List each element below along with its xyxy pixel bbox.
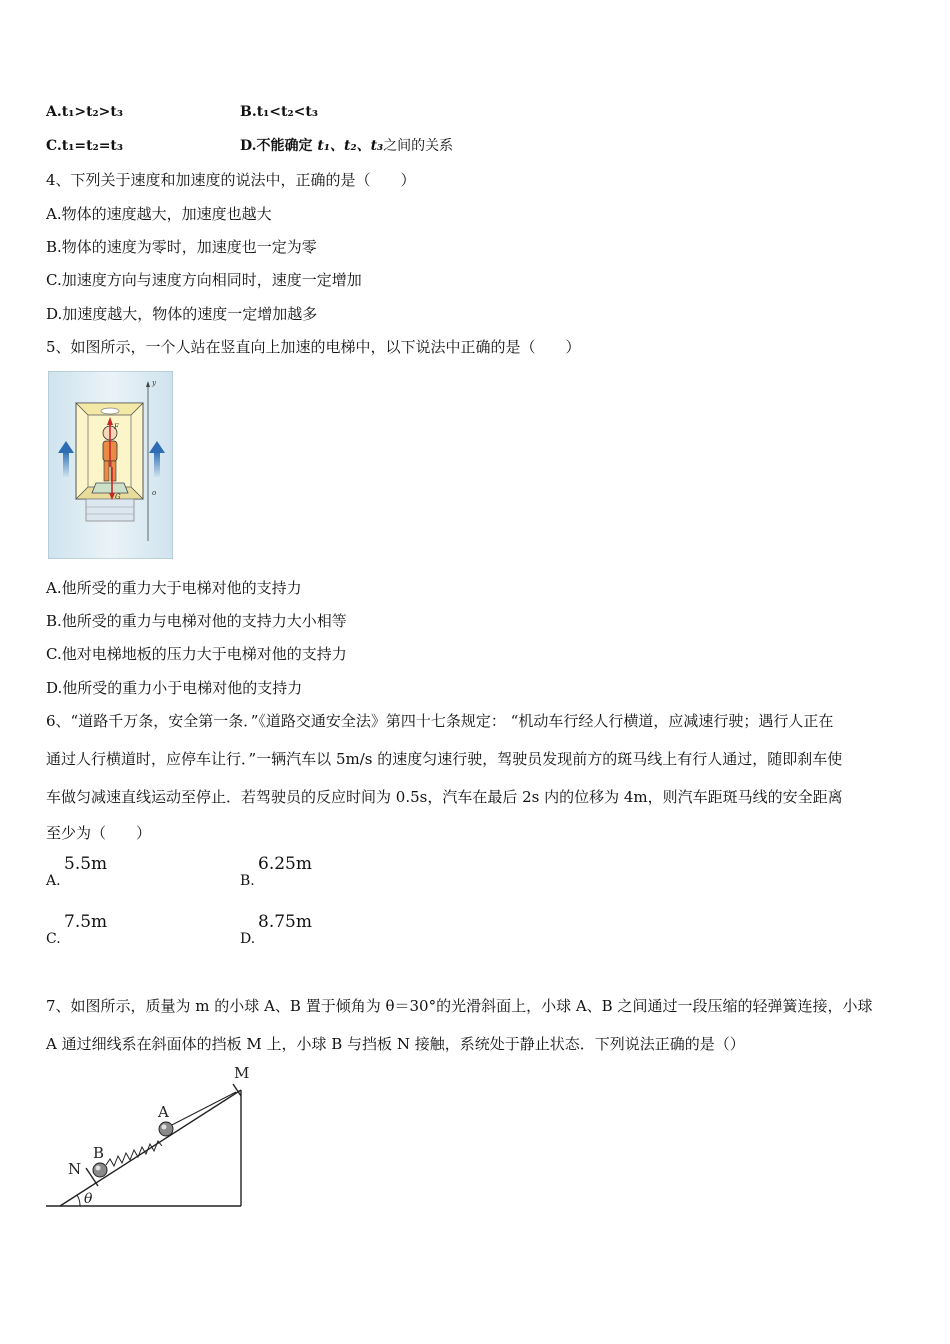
q3-option-c: C.t₁=t₂=t₃ (46, 138, 124, 154)
q4-option-c: C.加速度方向与速度方向相同时，速度一定增加 (46, 271, 362, 289)
q6-stem-line-4: 至少为（ ） (46, 824, 152, 842)
q3-option-a: A.t₁>t₂>t₃ (46, 104, 123, 120)
q3-option-d (240, 136, 453, 156)
incline-a-label: A (158, 1103, 169, 1121)
q7-stem-line-1: 7、如图所示，质量为 m 的小球 A、B 置于倾角为 θ＝30°的光滑斜面上，小球 A、B 之间通过一段压缩的轻弹簧连接，小球 (46, 997, 873, 1015)
q4-option-d: D.加速度越大，物体的速度一定增加越多 (46, 305, 318, 323)
q6-option-a-label: A. (46, 873, 61, 889)
q6-option-c-label: C. (46, 931, 61, 947)
q6-option-d-label: D. (240, 931, 256, 947)
incline-m-label: M (234, 1064, 250, 1082)
q4-option-b: B.物体的速度为零时，加速度也一定为零 (46, 238, 317, 256)
q5-option-c: C.他对电梯地板的压力大于电梯对他的支持力 (46, 645, 347, 663)
q3-option-b: B.t₁<t₂<t₃ (240, 104, 318, 120)
incline-b-label: B (93, 1144, 105, 1162)
q3-option-d-suffix: 之间的关系 (383, 138, 454, 154)
q6-option-b-label: B. (240, 873, 255, 889)
q6-option-a-value: 5.5m (64, 854, 108, 874)
q6-option-c-value: 7.5m (64, 912, 108, 932)
elevator-o-label: o (152, 489, 157, 497)
elevator-f-label: F (114, 423, 119, 431)
incline-figure (46, 1062, 261, 1212)
q5-option-a: A.他所受的重力大于电梯对他的支持力 (46, 579, 302, 597)
elevator-g-label: G (115, 493, 121, 501)
q6-option-d-value: 8.75m (258, 912, 312, 932)
q4-stem: 4、下列关于速度和加速度的说法中，正确的是（ ） (46, 171, 416, 189)
q6-option-b-value: 6.25m (258, 854, 312, 874)
q6-stem-line-3: 车做匀减速直线运动至停止．若驾驶员的反应时间为 0.5s，汽车在最后 2s 内的位移为 4m，则汽车距斑马线的安全距离 (46, 788, 843, 806)
q3-option-d-vars: t₁、t₂、t₃ (317, 138, 384, 154)
q4-option-a: A.物体的速度越大，加速度也越大 (46, 205, 272, 223)
q5-option-b: B.他所受的重力与电梯对他的支持力大小相等 (46, 612, 347, 630)
incline-n-label: N (68, 1160, 82, 1178)
q7-stem-line-2: A 通过细线系在斜面体的挡板 M 上，小球 B 与挡板 N 接触，系统处于静止状态．下列说法正确的是（） (46, 1035, 745, 1053)
elevator-y-label: y (152, 379, 156, 387)
incline-theta-label: θ (84, 1191, 93, 1207)
q5-option-d: D.他所受的重力小于电梯对他的支持力 (46, 679, 303, 697)
q3-option-d-prefix: D.不能确定 (240, 138, 318, 154)
q5-stem: 5、如图所示，一个人站在竖直向上加速的电梯中，以下说法中正确的是（ ） (46, 338, 581, 356)
q6-stem-line-2: 通过人行横道时，应停车让行．”一辆汽车以 5m/s 的速度匀速行驶，驾驶员发现前方的斑马线上有行人通过，随即刹车使 (46, 750, 843, 768)
q6-stem-line-1: 6、“道路千万条，安全第一条．”《道路交通安全法》第四十七条规定： “机动车行经人行横道，应减速行驶；遇行人正在 (46, 712, 834, 730)
elevator-figure (48, 371, 173, 559)
